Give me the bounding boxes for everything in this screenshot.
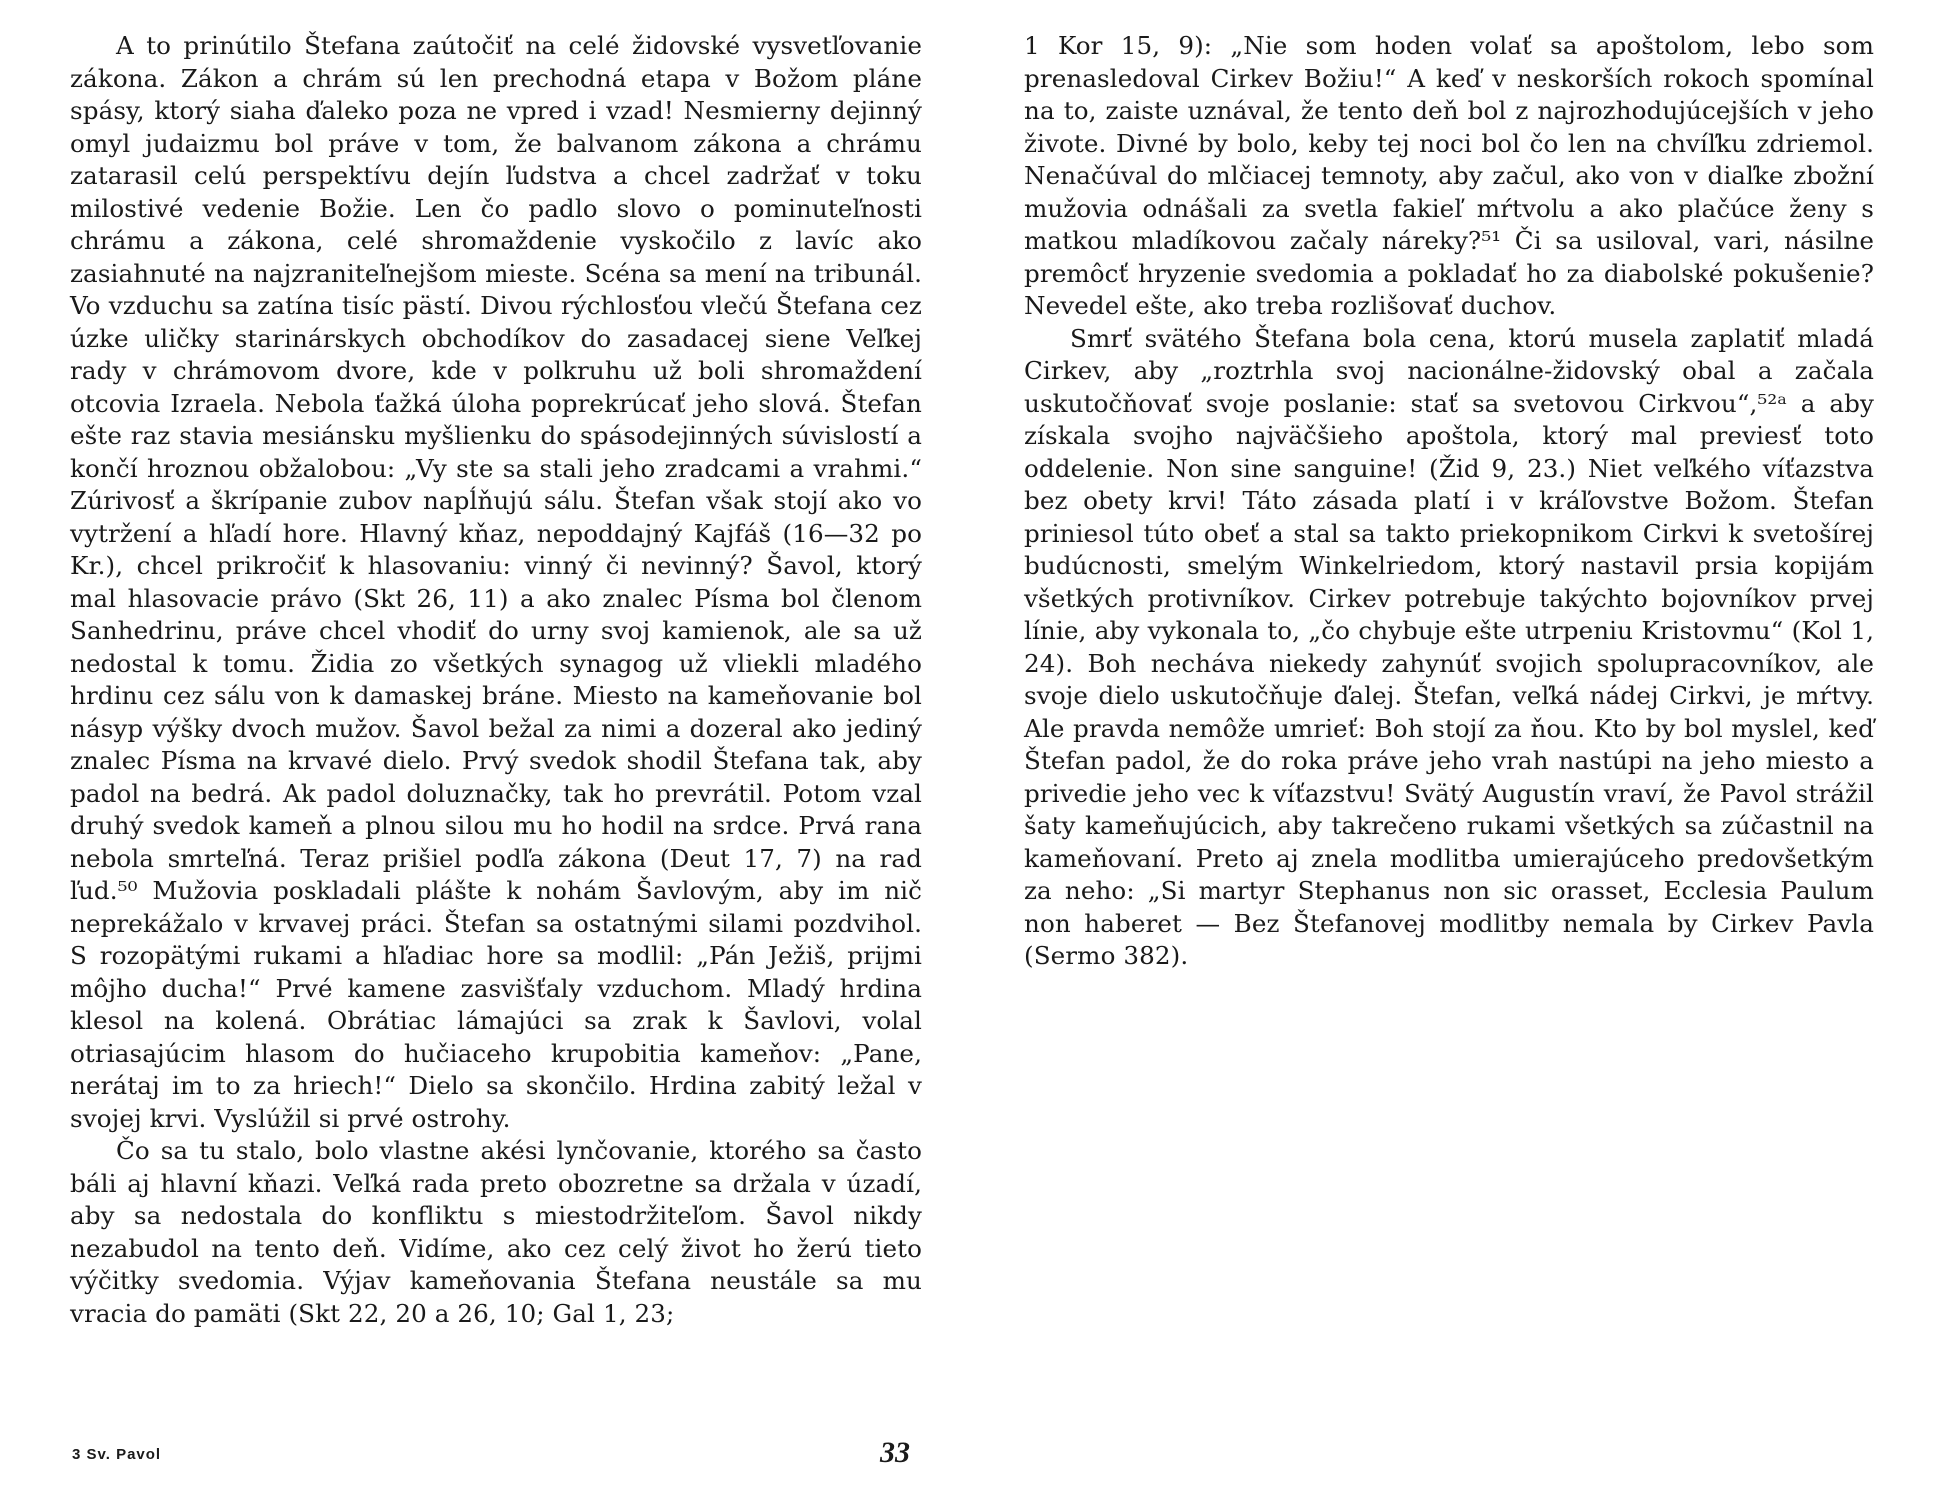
footer-signature: 3 Sv. Pavol — [72, 1446, 162, 1463]
paragraph: A to prinútilo Štefana zaútočiť na celé židovské vysvetľovanie zákona. Zákon a chrám sú len prechodná etapa v Božom pláne spásy, ktorý siaha ďaleko poza ne vpred i vzad! Nesmierny dejinný omyl judaizmu bol práve v tom, že balvanom zákona a chrámu zatarasil celú perspektívu dejín ľudstva a chcel zadržať v toku milostivé vedenie Božie. Len čo padlo slovo o pominuteľnosti chrámu a zákona, celé shromaždenie vyskočilo z lavíc ako zasiahnuté na najzraniteľnejšom mieste. Scéna sa mení na tribunál. Vo vzduchu sa zatína tisíc pästí. Divou rýchlosťou vlečú Štefana cez úzke uličky starinárskych obchodíkov do zasadacej siene Veľkej rady v chrámovom dvore, kde v polkruhu už boli shromaždení otcovia Izraela. Nebola ťažká úloha poprekrúcať jeho slová. Štefan ešte raz stavia mesiánsku myšlienku do spásodejinných súvislostí a končí hroznou obžalobou: „Vy ste sa stali jeho zradcami a vrahmi.“ Zúrivosť a škrípanie zubov napĺňujú sálu. Štefan však stojí ako vo vytržení a hľadí hore. Hlavný kňaz, nepoddajný Kajfáš (16—32 po Kr.), chcel prikročiť k hlasovaniu: vinný či nevinný? Šavol, ktorý mal hlasovacie právo (Skt 26, 11) a ako znalec Písma bol členom Sanhedrinu, práve chcel vhodiť do urny svoj kamienok, ale sa už nedostal k tomu. Židia zo všetkých synagog už vliekli mladého hrdinu cez sálu von k damaskej bráne. Miesto na kameňovanie bol násyp výšky dvoch mužov. Šavol bežal za nimi a dozeral ako jediný znalec Písma na krvavé dielo. Prvý svedok shodil Štefana tak, aby padol na bedrá. Ak padol doluznačky, tak ho prevrátil. Potom vzal druhý svedok kameň a plnou silou mu ho hodil na srdce. Prvá rana nebola smrteľná. Teraz prišiel podľa zákona (Deut 17, 7) na rad ľud.⁵⁰ Mužovia poskladali plášte k nohám Šavlovým, aby im nič neprekážalo v krvavej práci. Štefan sa ostatnými silami pozdvihol. S rozopätými rukami a hľadiac hore sa modlil: „Pán Ježiš, prijmi môjho ducha!“ Prvé kamene zasvišťaly vzduchom. Mladý hrdina klesol na kolená. Obrátiac lámajúci sa zrak k Šavlovi, volal otriasajúcim hlasom do hučiaceho krupobitia kameňov: „Pane, nerátaj im to za hriech!“ Dielo sa skončilo. Hrdina zabitý ležal v svojej krvi. Vyslúžil si prvé ostrohy. — [70, 31, 922, 1133]
page-number: 33 — [880, 1436, 910, 1469]
right-page — [978, 0, 1956, 1500]
paragraph: 1 Kor 15, 9): „Nie som hoden volať sa apoštolom, lebo som prenasledoval Cirkev Božiu!“ A keď v neskorších rokoch spomínal na to, zaiste uznával, že tento deň bol z najrozhodujúcejších v jeho živote. Divné by bolo, keby tej noci bol čo len na chvíľku zdriemol. Nenačúval do mlčiacej temnoty, aby začul, ako von v diaľke zbožní mužovia odnášali za svetla fakieľ mŕtvolu a ako plačúce ženy s matkou mladíkovou začaly náreky?⁵¹ Či sa usiloval, vari, násilne premôcť hryzenie svedomia a pokladať ho za diabolské pokušenie? Nevedel ešte, ako treba rozlišovať duchov. — [1024, 31, 1874, 320]
paragraph: Čo sa tu stalo, bolo vlastne akési lynčovanie, ktorého sa často báli aj hlavní kňazi. Veľká rada preto obozretne sa držala v úzadí, aby sa nedostala do konfliktu s miestodržiteľom. Šavol nikdy nezabudol na tento deň. Vidíme, ako cez celý život ho žerú tieto výčitky svedomia. Výjav kameňovania Štefana neustále sa mu vracia do pamäti (Skt 22, 20 a 26, 10; Gal 1, 23; — [70, 1136, 922, 1328]
paragraph: Smrť svätého Štefana bola cena, ktorú musela zaplatiť mladá Cirkev, aby „roztrhla svoj nacionálne-židovský obal a začala uskutočňovať svoje poslanie: stať sa svetovou Cirkvou“,⁵²ᵃ a aby získala svojho najväčšieho apoštola, ktorý mal previesť toto oddelenie. Non sine sanguine! (Žid 9, 23.) Niet veľkého víťazstva bez obety krvi! Táto zásada platí i v kráľovstve Božom. Štefan priniesol túto obeť a stal sa takto priekopnikom Cirkvi k svetošírej budúcnosti, smelým Winkelriedom, ktorý nastavil prsia kopijám všetkých protivníkov. Cirkev potrebuje takýchto bojovníkov prvej línie, aby vykonala to, „čo chybuje ešte utrpeniu Kristovmu“ (Kol 1, 24). Boh nechávа niekedy zahynúť svojich spolupracovníkov, ale svoje dielo uskutočňuje ďalej. Štefan, veľká nádej Cirkvi, je mŕtvy. Ale pravda nemôže umrieť: Boh stojí za ňou. Kto by bol myslel, keď Štefan padol, že do roka práve jeho vrah nastúpi na jeho miesto a privedie jeho vec k víťazstvu! Svätý Augustín vraví, že Pavol strážil šaty kameňujúcich, aby takrečeno rukami všetkých sa zúčastnil na kameňovaní. Preto aj znela modlitba umierajúceho predovšetkým za neho: „Si martyr Stephanus non sic orasset, Ecclesia Paulum non haberet — Bez Štefanovej modlitby nemala by Cirkev Pavla (Sermo 382). — [1024, 323, 1874, 970]
right-text-column — [1024, 30, 1874, 973]
left-text-column — [70, 30, 922, 1330]
